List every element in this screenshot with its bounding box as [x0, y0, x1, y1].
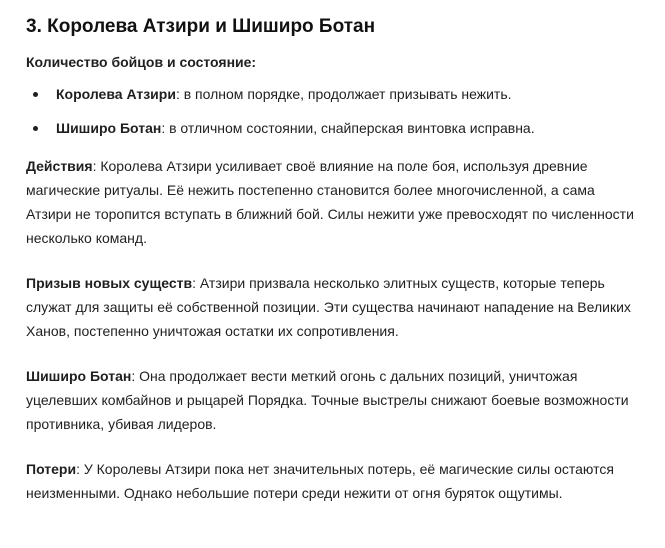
paragraph-label: Призыв новых существ — [26, 275, 193, 291]
paragraph-text: : Королева Атзири усиливает своё влияние на поле боя, используя древние магические ритуалы. Её нежить постепенно становится более многочисленной, а сама Атзири не торопится вступать в ближний бой. Силы нежити уже превосходят по численности несколько команд. — [26, 158, 634, 246]
fighter-status: : в отличном состоянии, снайперская винтовка исправна. — [161, 120, 535, 136]
fighters-list — [26, 82, 639, 140]
paragraph-botan — [26, 364, 639, 436]
section-heading: 3. Королева Атзири и Шиширо Ботан — [26, 16, 376, 37]
fighter-name: Королева Атзири — [56, 86, 176, 102]
paragraph-label: Шиширо Ботан — [26, 368, 132, 384]
bullet-icon — [33, 92, 38, 97]
paragraph-losses — [26, 457, 639, 505]
fighters-subheading — [26, 50, 639, 74]
list-item — [26, 116, 639, 140]
paragraph-text: : Атзири призвала несколько элитных существ, которые теперь служат для защиты её собственной позиции. Эти существа начинают нападение на Великих Ханов, постепенно уничтожая остатки их сопротивления. — [26, 275, 631, 339]
fighter-name: Шиширо Ботан — [56, 120, 162, 136]
paragraph-label: Действия — [26, 158, 93, 174]
bullet-icon — [33, 126, 38, 131]
paragraph-summon — [26, 271, 639, 343]
paragraph-label: Потери — [26, 461, 77, 477]
list-item — [26, 82, 639, 106]
paragraph-actions — [26, 154, 639, 250]
fighters-subheading-label: Количество бойцов и состояние: — [26, 54, 257, 70]
paragraph-text: : У Королевы Атзири пока нет значительных потерь, её магические силы остаются неизменными. Однако небольшие потери среди нежити от огня буряток ощутимы. — [26, 461, 614, 501]
paragraph-text: : Она продолжает вести меткий огонь с дальних позиций, уничтожая уцелевших комбайнов и рыцарей Порядка. Точные выстрелы снижают боевые возможности противника, убивая лидеров. — [26, 368, 629, 432]
fighter-status: : в полном порядке, продолжает призывать нежить. — [175, 86, 512, 102]
